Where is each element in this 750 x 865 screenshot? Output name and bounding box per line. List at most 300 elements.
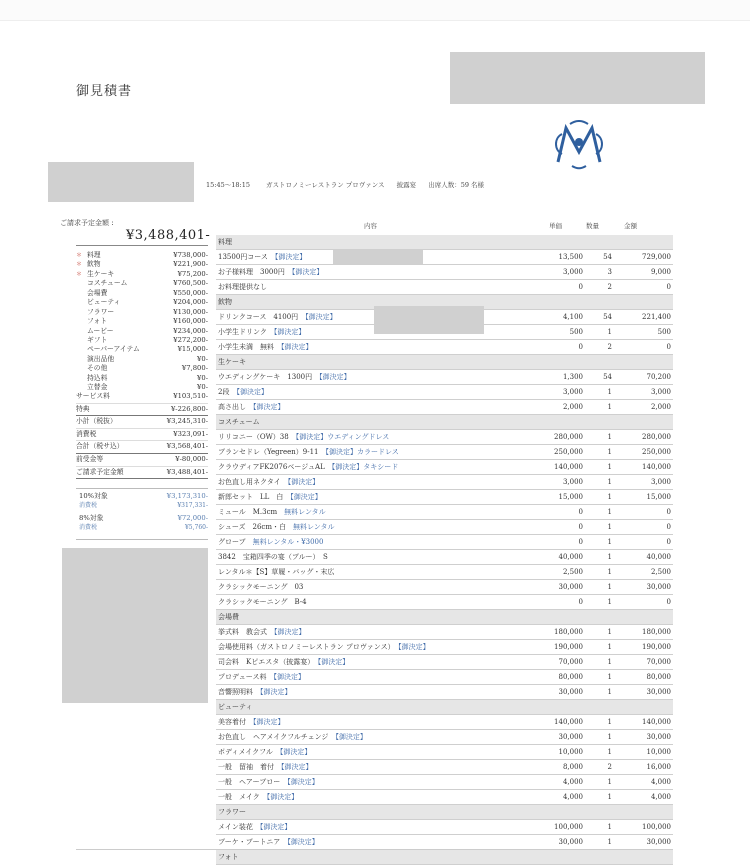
breakdown-name: 持込料 — [87, 373, 108, 382]
item-cell — [218, 490, 322, 504]
unit-price: 0 — [578, 538, 583, 546]
item-name: 小学生ドリンク — [218, 328, 267, 336]
monogram-logo-icon — [552, 120, 606, 170]
breakdown-row — [76, 364, 208, 373]
table-row — [216, 835, 673, 850]
item-cell — [218, 385, 268, 399]
item-name: クラウディアFK2076ベージュAL — [218, 463, 325, 471]
breakdown-name: ムービー — [87, 326, 114, 335]
category-row: フラワー — [216, 805, 673, 820]
summary-row-name: 小計（税抜） — [76, 417, 117, 426]
quantity: 1 — [607, 643, 612, 651]
unit-price: 0 — [578, 343, 583, 351]
amount: 729,000 — [642, 253, 671, 261]
item-name: 一般 ヘアーブロー — [218, 778, 281, 786]
document-title: 御見積書 — [76, 84, 133, 99]
amount: 140,000 — [642, 718, 671, 726]
table-row — [216, 445, 673, 460]
summary-row-name: 合計（税サ込） — [76, 442, 124, 451]
breakdown-mark: ＊ — [76, 261, 83, 269]
item-status-tag: 【御決定】カラードレス — [325, 448, 399, 456]
item-name: プロデュース料 — [218, 673, 267, 681]
item-name: リリコニー（OW）38 — [218, 433, 289, 441]
tax-list — [76, 492, 208, 532]
breakdown-row — [76, 374, 208, 383]
item-cell — [218, 370, 351, 384]
item-name: 2段 — [218, 388, 230, 396]
item-name: ミュール M.3cm — [218, 508, 278, 516]
quantity: 54 — [603, 253, 612, 261]
category-row: 飲物 — [216, 295, 673, 310]
item-status-tag: 【御決定】 — [335, 733, 367, 741]
event-venue: ガストロノミーレストラン プロヴァンス — [266, 181, 385, 189]
item-name: 3842 宝箱四季の宴（ブルー） S — [218, 553, 328, 561]
unit-price: 140,000 — [554, 463, 583, 471]
summary-row-value: ¥103,510- — [173, 392, 208, 400]
breakdown-value: ¥204,000- — [173, 298, 208, 307]
item-name: ドリンクコース 4100円 — [218, 313, 299, 321]
breakdown-name: 演出品他 — [87, 354, 115, 363]
item-name: 会場使用料（ガストロノミーレストラン プロヴァンス） — [218, 643, 392, 651]
table-row — [216, 550, 673, 565]
summary-row-name: 消費税 — [76, 429, 97, 438]
unit-price: 80,000 — [558, 673, 583, 681]
item-name: ブーケ・ブートニア — [218, 838, 281, 846]
item-cell — [218, 550, 328, 564]
item-cell — [218, 640, 430, 654]
tax-row — [76, 514, 208, 523]
item-cell — [218, 685, 292, 699]
amount: 9,000 — [650, 268, 671, 276]
amount: 70,200 — [646, 373, 671, 381]
summary-row — [76, 416, 208, 429]
breakdown-value: ¥0- — [197, 354, 208, 363]
item-name: お子様料理 3000円 — [218, 268, 285, 276]
summary-row-name: 前受金等 — [76, 454, 104, 463]
item-status-tag: 【御決定】 — [398, 643, 430, 651]
item-status-tag: 【御決定】 — [305, 313, 337, 321]
item-name: シューズ 26cm・白 — [218, 523, 286, 531]
breakdown-row — [76, 308, 208, 317]
amount: 80,000 — [646, 673, 671, 681]
item-cell — [218, 625, 306, 639]
amount: 4,000 — [650, 793, 671, 801]
breakdown-value: ¥550,000- — [173, 288, 208, 297]
category-row: フォト — [216, 850, 673, 865]
quantity: 1 — [607, 823, 612, 831]
unit-price: 13,500 — [558, 253, 583, 261]
item-name: 高さ出し — [218, 403, 246, 411]
item-cell — [218, 595, 307, 609]
breakdown-name: 料理 — [87, 251, 101, 259]
tax-sub-value: ¥317,331- — [177, 502, 208, 509]
table-row — [216, 460, 673, 475]
item-cell — [218, 580, 303, 594]
item-status-tag: 【御決定】 — [236, 388, 268, 396]
quantity: 1 — [607, 793, 612, 801]
tax-sub-name: 消費税 — [79, 502, 98, 509]
breakdown-name: ペーパーアイテム — [87, 345, 140, 354]
breakdown-value: ¥0- — [197, 383, 208, 392]
amount: 0 — [666, 538, 671, 546]
table-row — [216, 685, 673, 700]
redacted-block-customer — [48, 162, 194, 202]
unit-price: 10,000 — [558, 748, 583, 756]
quantity: 1 — [607, 403, 612, 411]
item-status-tag: 【御決定】 — [273, 328, 306, 336]
amount: 30,000 — [646, 733, 671, 741]
item-name: ボディメイクフル — [218, 748, 273, 756]
quantity: 1 — [607, 553, 612, 561]
breakdown-name: コスチューム — [87, 279, 128, 288]
amount: 30,000 — [646, 583, 671, 591]
unit-price: 40,000 — [558, 553, 583, 561]
table-row — [216, 715, 673, 730]
item-status-tag: 【御決定】 — [273, 673, 305, 681]
item-cell — [218, 310, 337, 324]
item-name: お料理提供なし — [218, 283, 267, 291]
unit-price: 180,000 — [554, 628, 583, 636]
breakdown-row — [76, 260, 208, 269]
amount: 2,500 — [650, 568, 671, 576]
quantity: 1 — [607, 658, 612, 666]
item-cell — [218, 400, 285, 414]
tax-name: 10%対象 — [79, 492, 108, 500]
item-status-tag: 【御決定】 — [281, 763, 313, 771]
summary-row-value: ¥-80,000- — [175, 454, 208, 463]
summary-row-value: ¥3,245,310- — [166, 417, 208, 426]
tax-value: ¥72,000- — [177, 514, 208, 522]
amount: 500 — [657, 328, 671, 336]
unit-price: 0 — [578, 523, 583, 531]
unit-price: 4,000 — [562, 793, 583, 801]
unit-price: 8,000 — [562, 763, 583, 771]
item-status-tag: 【御決定】 — [260, 688, 292, 696]
amount: 221,400 — [642, 313, 671, 321]
event-type: 披露宴 — [396, 181, 417, 189]
item-name: お色直し ヘアメイクフルチェンジ — [218, 733, 329, 741]
quantity: 1 — [607, 583, 612, 591]
unit-price: 250,000 — [554, 448, 583, 456]
tax-sub-value: ¥5,760- — [184, 524, 208, 531]
unit-price: 3,000 — [562, 388, 583, 396]
table-row — [216, 580, 673, 595]
total-amount: ¥3,488,401- — [126, 228, 211, 243]
breakdown-name: フラワー — [87, 307, 115, 316]
breakdown-value: ¥221,900- — [173, 260, 208, 269]
quantity: 1 — [607, 598, 612, 606]
breakdown-mark: ＊ — [76, 252, 83, 259]
unit-price: 2,000 — [562, 403, 583, 411]
quantity: 1 — [607, 748, 612, 756]
table-row — [216, 475, 673, 490]
tax-sub-name: 消費税 — [79, 524, 98, 531]
item-name: 挙式料 教会式 — [218, 628, 267, 636]
summary-total-label — [60, 218, 208, 228]
category-row: 料理 — [216, 235, 673, 250]
table-row — [216, 535, 673, 550]
quantity: 1 — [607, 778, 612, 786]
unit-price: 3,000 — [562, 478, 583, 486]
breakdown-list — [76, 251, 208, 393]
event-time: 15:45〜18:15 — [206, 181, 250, 189]
item-status-tag: 【御決定】 — [281, 343, 313, 351]
table-row — [216, 385, 673, 400]
header-content: 内容 — [364, 222, 377, 230]
unit-price: 0 — [578, 598, 583, 606]
tax-sub-row — [76, 501, 208, 510]
item-name: メイン装花 — [218, 823, 253, 831]
table-row — [216, 655, 673, 670]
amount: 0 — [666, 523, 671, 531]
item-cell — [218, 340, 313, 354]
unit-price: 4,000 — [562, 778, 583, 786]
quantity: 3 — [607, 268, 612, 276]
breakdown-value: ¥738,000- — [173, 251, 208, 259]
item-name: 美容着付 — [218, 718, 246, 726]
item-cell — [218, 280, 267, 294]
item-status-tag: 【御決定】 — [317, 658, 350, 666]
quantity: 54 — [603, 313, 612, 321]
quantity: 1 — [607, 388, 612, 396]
amount: 15,000 — [646, 493, 671, 501]
table-row — [216, 505, 673, 520]
breakdown-value: ¥7,800- — [181, 364, 208, 373]
item-status-tag: 【御決定】 — [291, 268, 324, 276]
amount: 30,000 — [646, 838, 671, 846]
amount: 16,000 — [646, 763, 671, 771]
breakdown-row — [76, 298, 208, 307]
amount: 140,000 — [642, 463, 671, 471]
amount: 3,000 — [650, 388, 671, 396]
table-row — [216, 595, 673, 610]
table-row — [216, 370, 673, 385]
item-cell — [218, 430, 389, 444]
category-row: コスチューム — [216, 415, 673, 430]
breakdown-name: ギフト — [87, 335, 108, 344]
unit-price: 3,000 — [562, 268, 583, 276]
header-amount: 金額 — [624, 222, 637, 230]
unit-price: 30,000 — [558, 688, 583, 696]
redacted-block-left — [62, 548, 208, 703]
summary-row-value: ¥3,488,401- — [166, 467, 208, 476]
table-row — [216, 430, 673, 445]
item-status-tag: 無料レンタル — [292, 523, 335, 531]
quantity: 1 — [607, 628, 612, 636]
quantity: 1 — [607, 538, 612, 546]
item-name: 一般 留袖 着付 — [218, 763, 274, 771]
item-cell — [218, 535, 323, 549]
amount: 0 — [666, 508, 671, 516]
breakdown-value: ¥272,200- — [173, 335, 208, 344]
quantity: 1 — [607, 463, 612, 471]
category-row: 生ケーキ — [216, 355, 673, 370]
item-status-tag: 【御決定】 — [259, 823, 292, 831]
total-underline — [76, 245, 208, 246]
table-row — [216, 670, 673, 685]
amount: 40,000 — [646, 553, 671, 561]
breakdown-value: ¥760,500- — [173, 279, 208, 288]
item-cell — [218, 565, 334, 579]
item-name: レンタル＊【S】草履・バッグ・末広 — [218, 568, 335, 576]
amount: 4,000 — [650, 778, 671, 786]
bottom-divider — [76, 849, 673, 850]
table-row — [216, 340, 673, 355]
item-cell — [218, 475, 319, 489]
quantity: 1 — [607, 478, 612, 486]
amount: 190,000 — [642, 643, 671, 651]
item-cell — [218, 715, 285, 729]
amount: 3,000 — [650, 478, 671, 486]
item-status-tag: 【御決定】 — [274, 628, 306, 636]
breakdown-name: その他 — [87, 364, 108, 373]
category-row: 会場費 — [216, 610, 673, 625]
item-status-tag: 無料レンタル — [284, 508, 326, 516]
event-info — [206, 180, 494, 189]
summary-row — [76, 391, 208, 404]
table-row — [216, 730, 673, 745]
amount: 70,000 — [646, 658, 671, 666]
item-cell — [218, 760, 313, 774]
unit-price: 0 — [578, 283, 583, 291]
unit-price: 30,000 — [558, 838, 583, 846]
item-name: 小学生未満 無料 — [218, 343, 274, 351]
summary-rows — [76, 391, 208, 479]
item-status-tag: 【御決定】タキシード — [331, 463, 399, 471]
item-status-tag: 【御決定】 — [274, 253, 307, 261]
breakdown-name: 生ケーキ — [87, 269, 115, 278]
breakdown-value: ¥234,000- — [173, 326, 208, 335]
tax-value: ¥3,173,310- — [166, 492, 208, 500]
breakdown-row — [76, 327, 208, 336]
item-cell — [218, 730, 367, 744]
table-row — [216, 760, 673, 775]
item-status-tag: 無料レンタル・¥3000 — [252, 538, 324, 546]
table-row — [216, 280, 673, 295]
item-cell — [218, 520, 335, 534]
quantity: 1 — [607, 688, 612, 696]
summary-row-value: ¥3,568,401- — [166, 442, 208, 451]
quantity: 1 — [607, 673, 612, 681]
header-qty: 数量 — [586, 222, 599, 230]
category-row: ビューティ — [216, 700, 673, 715]
breakdown-name: 飲物 — [87, 260, 101, 269]
summary-row — [76, 454, 208, 467]
item-name: 司会料 Kピエスタ（披露宴） — [218, 658, 311, 666]
item-name: クラシックモーニング B-4 — [218, 598, 307, 606]
tax-sub-row — [76, 523, 208, 532]
item-cell — [218, 820, 291, 834]
item-status-tag: 【御決定】 — [290, 493, 322, 501]
summary-row — [76, 429, 208, 442]
item-name: クラシックモーニング 03 — [218, 583, 304, 591]
item-status-tag: 【御決定】 — [279, 748, 312, 756]
item-cell — [218, 670, 305, 684]
item-status-tag: 【御決定】 — [253, 403, 285, 411]
table-header — [216, 218, 673, 232]
unit-price: 0 — [578, 508, 583, 516]
item-name: 一般 メイク — [218, 793, 260, 801]
tax-row — [76, 492, 208, 501]
breakdown-value: ¥130,000- — [173, 307, 208, 316]
amount: 250,000 — [642, 448, 671, 456]
unit-price: 190,000 — [554, 643, 583, 651]
breakdown-row — [76, 355, 208, 364]
breakdown-value: ¥0- — [197, 373, 208, 382]
table-row — [216, 820, 673, 835]
quantity: 2 — [607, 343, 612, 351]
unit-price: 280,000 — [554, 433, 583, 441]
tax-name: 8%対象 — [79, 514, 104, 522]
breakdown-name: フォト — [87, 317, 108, 326]
amount: 2,000 — [650, 403, 671, 411]
unit-price: 140,000 — [554, 718, 583, 726]
table-row — [216, 745, 673, 760]
item-cell — [218, 325, 305, 339]
summary-row-name: 特典 — [76, 404, 90, 413]
unit-price: 1,300 — [562, 373, 583, 381]
breakdown-mark: ＊ — [76, 270, 83, 278]
amount: 0 — [666, 343, 671, 351]
item-cell — [218, 790, 298, 804]
unit-price: 500 — [569, 328, 583, 336]
quantity: 1 — [607, 523, 612, 531]
quantity: 1 — [607, 568, 612, 576]
quantity: 1 — [607, 838, 612, 846]
table-row — [216, 400, 673, 415]
table-row — [216, 640, 673, 655]
item-name: ウエディングケーキ 1300円 — [218, 373, 313, 381]
quantity: 2 — [607, 763, 612, 771]
item-status-tag: 【御決定】 — [287, 838, 319, 846]
unit-price: 30,000 — [558, 733, 583, 741]
quantity: 1 — [607, 448, 612, 456]
item-name: グローブ — [218, 538, 246, 546]
unit-price: 30,000 — [558, 583, 583, 591]
unit-price: 4,100 — [562, 313, 583, 321]
redacted-block-header — [450, 52, 705, 104]
table-row — [216, 790, 673, 805]
summary-row-value: ¥323,091- — [173, 429, 208, 438]
table-row — [216, 775, 673, 790]
item-name: お色直し用ネクタイ — [218, 478, 281, 486]
total-label: ご請求予定金額 : — [60, 219, 114, 227]
item-name: 新郎セット LL 白 — [218, 493, 284, 501]
breakdown-row — [76, 279, 208, 288]
quantity: 2 — [607, 283, 612, 291]
item-status-tag: 【御決定】 — [287, 478, 320, 486]
quantity: 1 — [607, 733, 612, 741]
redacted-cell-1 — [333, 250, 423, 264]
breakdown-value: ¥15,000- — [177, 345, 208, 354]
item-status-tag: 【御決定】ウエディングドレス — [295, 433, 390, 441]
event-guests: 出席人数：59 名様 — [428, 181, 485, 189]
item-cell — [218, 655, 349, 669]
summary-row — [76, 404, 208, 417]
item-cell — [218, 775, 319, 789]
unit-price: 70,000 — [558, 658, 583, 666]
breakdown-row — [76, 289, 208, 298]
item-cell — [218, 265, 323, 279]
amount: 180,000 — [642, 628, 671, 636]
item-cell — [218, 250, 306, 264]
table-row — [216, 565, 673, 580]
top-bar — [0, 0, 750, 21]
quantity: 1 — [607, 433, 612, 441]
amount: 0 — [666, 283, 671, 291]
table-row — [216, 625, 673, 640]
amount: 280,000 — [642, 433, 671, 441]
